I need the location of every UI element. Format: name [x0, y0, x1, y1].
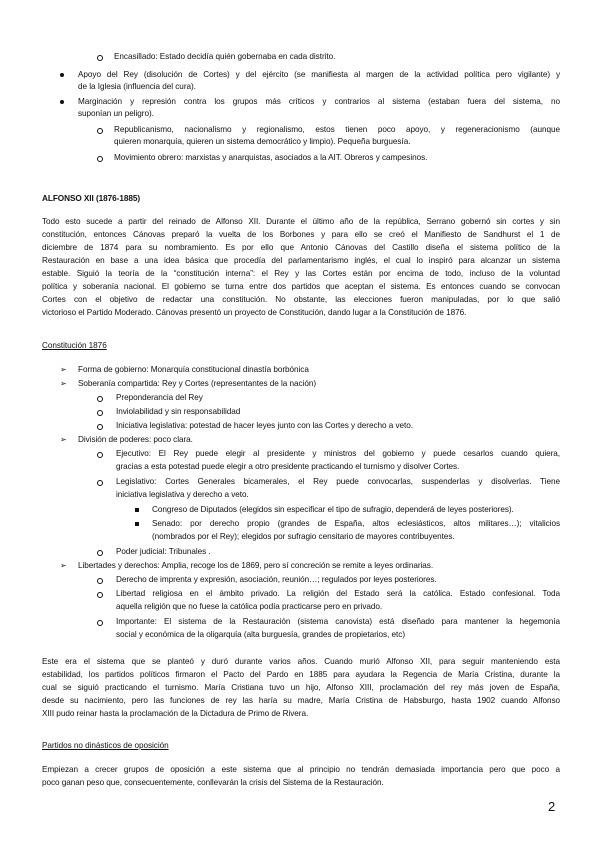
paragraph-line: Empiezan a crecer grupos de oposición a este sistema que al principio no tendrán demasiada importancia pero que poco a — [42, 765, 560, 774]
square-bullet-icon — [135, 522, 139, 526]
circle-bullet-icon — [97, 550, 103, 556]
paragraph-line: cual se siguió practicando el turnismo. María Cristiana tuvo un hijo, Alfonso XIII, proclamación del rey más joven de España, — [42, 683, 560, 692]
paragraph-line: diciembre de 1874 para su nombramiento. Es por ello que Antonio Cánovas del Castillo diseña el sistema político de la — [42, 243, 560, 252]
circle-bullet-icon — [97, 156, 103, 162]
text-line: quieren monarquía, quieren un sistema democrático y limpio). Pequeña burguesía. — [114, 137, 411, 146]
text-line: Apoyo del Rey (disolución de Cortes) y del ejército (se manifiesta al margen de la actividad política pero vigilante) y — [78, 70, 560, 79]
text-line: Preponderancia del Rey — [116, 393, 203, 402]
circle-bullet-icon — [97, 620, 103, 626]
circle-bullet-icon — [97, 55, 103, 61]
text-line: Derecho de imprenta y expresión, asociación, reunión…; regulados por leyes posteriores. — [116, 575, 437, 584]
text-line: (nombrados por el Rey); elegidos por sufragio censitario de mayores contribuyentes. — [152, 532, 455, 541]
text-line: Inviolabilidad y sin responsabilidad — [116, 407, 241, 416]
circle-bullet-icon — [97, 578, 103, 584]
circle-bullet-icon — [97, 396, 103, 402]
disc-bullet-icon — [60, 73, 64, 77]
section-heading: Partidos no dinásticos de oposición — [42, 741, 169, 750]
text-line: Forma de gobierno: Monarquía constitucional dinastía borbónica — [78, 365, 309, 374]
paragraph-line: poco ganan peso que, consecuentemente, conllevarán la crisis del Sistema de la Restauración. — [42, 778, 384, 787]
text-line: Senado: por derecho propio (grandes de España, altos eclesiásticos, altos militares…); vitalicios — [152, 519, 560, 528]
text-line: Importante: El sistema de la Restauración (sistema canovista) está diseñado para mantener la hegemonía — [116, 617, 560, 626]
text-line: Poder judicial: Tribunales . — [116, 547, 211, 556]
arrow-bullet-icon: ➢ — [60, 561, 67, 570]
text-line: Iniciativa legislativa: potestad de hacer leyes junto con las Cortes y derecho a veto. — [116, 421, 413, 430]
paragraph-line: desde su nacimiento, pero las funciones de rey las haría su madre, María Cristina de Habsburgo, hasta 1902 cuando Alfonso — [42, 696, 560, 705]
text-line: Libertades y derechos: Amplia, recoge los de 1869, pero sí concreción se remite a leyes ordinarias. — [78, 561, 434, 570]
disc-bullet-icon — [60, 100, 64, 104]
text-line: gracias a esta potestad puede elegir a otro presidente practicando el turnismo y disolver Cortes. — [116, 462, 460, 471]
text-line: de la Iglesia (influencia del cura). — [78, 82, 196, 91]
paragraph-line: XIII pudo reinar hasta la proclamación de la Dictadura de Primo de Rivera. — [42, 709, 309, 718]
text-line: Movimiento obrero: marxistas y anarquistas, asociados a la AIT. Obreros y campesinos. — [114, 153, 428, 162]
paragraph-line: Este era el sistema que se planteó y duró durante varios años. Cuando murió Alfonso XII, para seguir manteniendo esta — [42, 657, 560, 666]
arrow-bullet-icon: ➢ — [60, 435, 67, 444]
text-line: aquella religión que no fuese la católica podía practicarse pero en privado. — [116, 602, 383, 611]
square-bullet-icon — [135, 508, 139, 512]
arrow-bullet-icon: ➢ — [60, 379, 67, 388]
circle-bullet-icon — [97, 592, 103, 598]
paragraph-line: política y soberanía nacional. El gobierno se turna entre dos partidos que aceptan el sistema. Es entonces cuando se convocan — [42, 282, 560, 291]
circle-bullet-icon — [97, 480, 103, 486]
section-heading: Constitución 1876 — [42, 341, 107, 350]
text-line: División de poderes: poco clara. — [78, 435, 193, 444]
circle-bullet-icon — [97, 452, 103, 458]
text-line: Ejecutivo: El Rey puede elegir al presidente y ministros del gobierno y puede cesarlos cuando quiera, — [116, 449, 560, 458]
paragraph-line: constitución, entonces Cánovas preparó la vuelta de los Borbones y para ello se creó el Manifiesto de Sandhurst el 1 de — [42, 230, 560, 239]
text-line: Congreso de Diputados (elegidos sin especificar el tipo de sufragio, dependerá de leyes posteriores). — [152, 505, 514, 514]
circle-bullet-icon — [97, 424, 103, 430]
arrow-bullet-icon: ➢ — [60, 365, 67, 374]
circle-bullet-icon — [97, 128, 103, 134]
text-line: Encasillado: Estado decidía quién gobernaba en cada distrito. — [114, 52, 336, 61]
circle-bullet-icon — [97, 410, 103, 416]
text-line: Legislativo: Cortes Generales bicamerales, el Rey puede convocarlas, suspenderlas y disolverlas. Tiene — [116, 477, 560, 486]
text-line: Libertad religiosa en el ámbito privado. La religión del Estado será la católica. Estado confesional. Toda — [116, 589, 560, 598]
text-line: Marginación y represión contra los grupos más críticos y contrarios al sistema (estaban fuera del sistema, no — [78, 97, 560, 106]
text-line: iniciativa legislativa y derecho a veto. — [116, 490, 249, 499]
paragraph-line: estable. Siguió la teoría de la “constitución interna”: el Rey y las Cortes están por encima de todo, incluso de la voluntad — [42, 269, 560, 278]
text-line: Republicanismo, nacionalismo y regionalismo, estos tienen poco apoyo, y regeneracionismo (aunque — [114, 125, 560, 134]
paragraph-line: Todo esto sucede a partir del reinado de Alfonso XII. Durante el último año de la república, Serrano gobernó sin cortes y sin — [42, 217, 560, 226]
page-number: 2 — [548, 799, 556, 814]
text-line: suponían un peligro). — [78, 109, 154, 118]
paragraph-line: Cortes con el objetivo de redactar una constitución. No obstante, las elecciones fueron manipuladas, por lo que salió — [42, 295, 560, 304]
text-line: Soberanía compartida: Rey y Cortes (representantes de la nación) — [78, 379, 317, 388]
text-line: social y económica de la oligarquía (alta burguesía, grandes de propietarios, etc) — [116, 630, 405, 639]
section-heading: ALFONSO XII (1876-1885) — [42, 194, 141, 203]
paragraph-line: victorioso el Partido Moderado. Cánovas presentó un proyecto de Constitución, dando lugar a la Constitución de 1876. — [42, 308, 467, 317]
paragraph-line: estabilidad, los partidos políticos firmaron el Pacto del Pardo en 1885 para ayudara la Regencia de María Cristina, durante la — [42, 670, 560, 679]
paragraph-line: Restauración en base a una idea básica que procedía del parlamentarismo inglés, el cual lo inspiró para alcanzar un sistema — [42, 256, 560, 265]
